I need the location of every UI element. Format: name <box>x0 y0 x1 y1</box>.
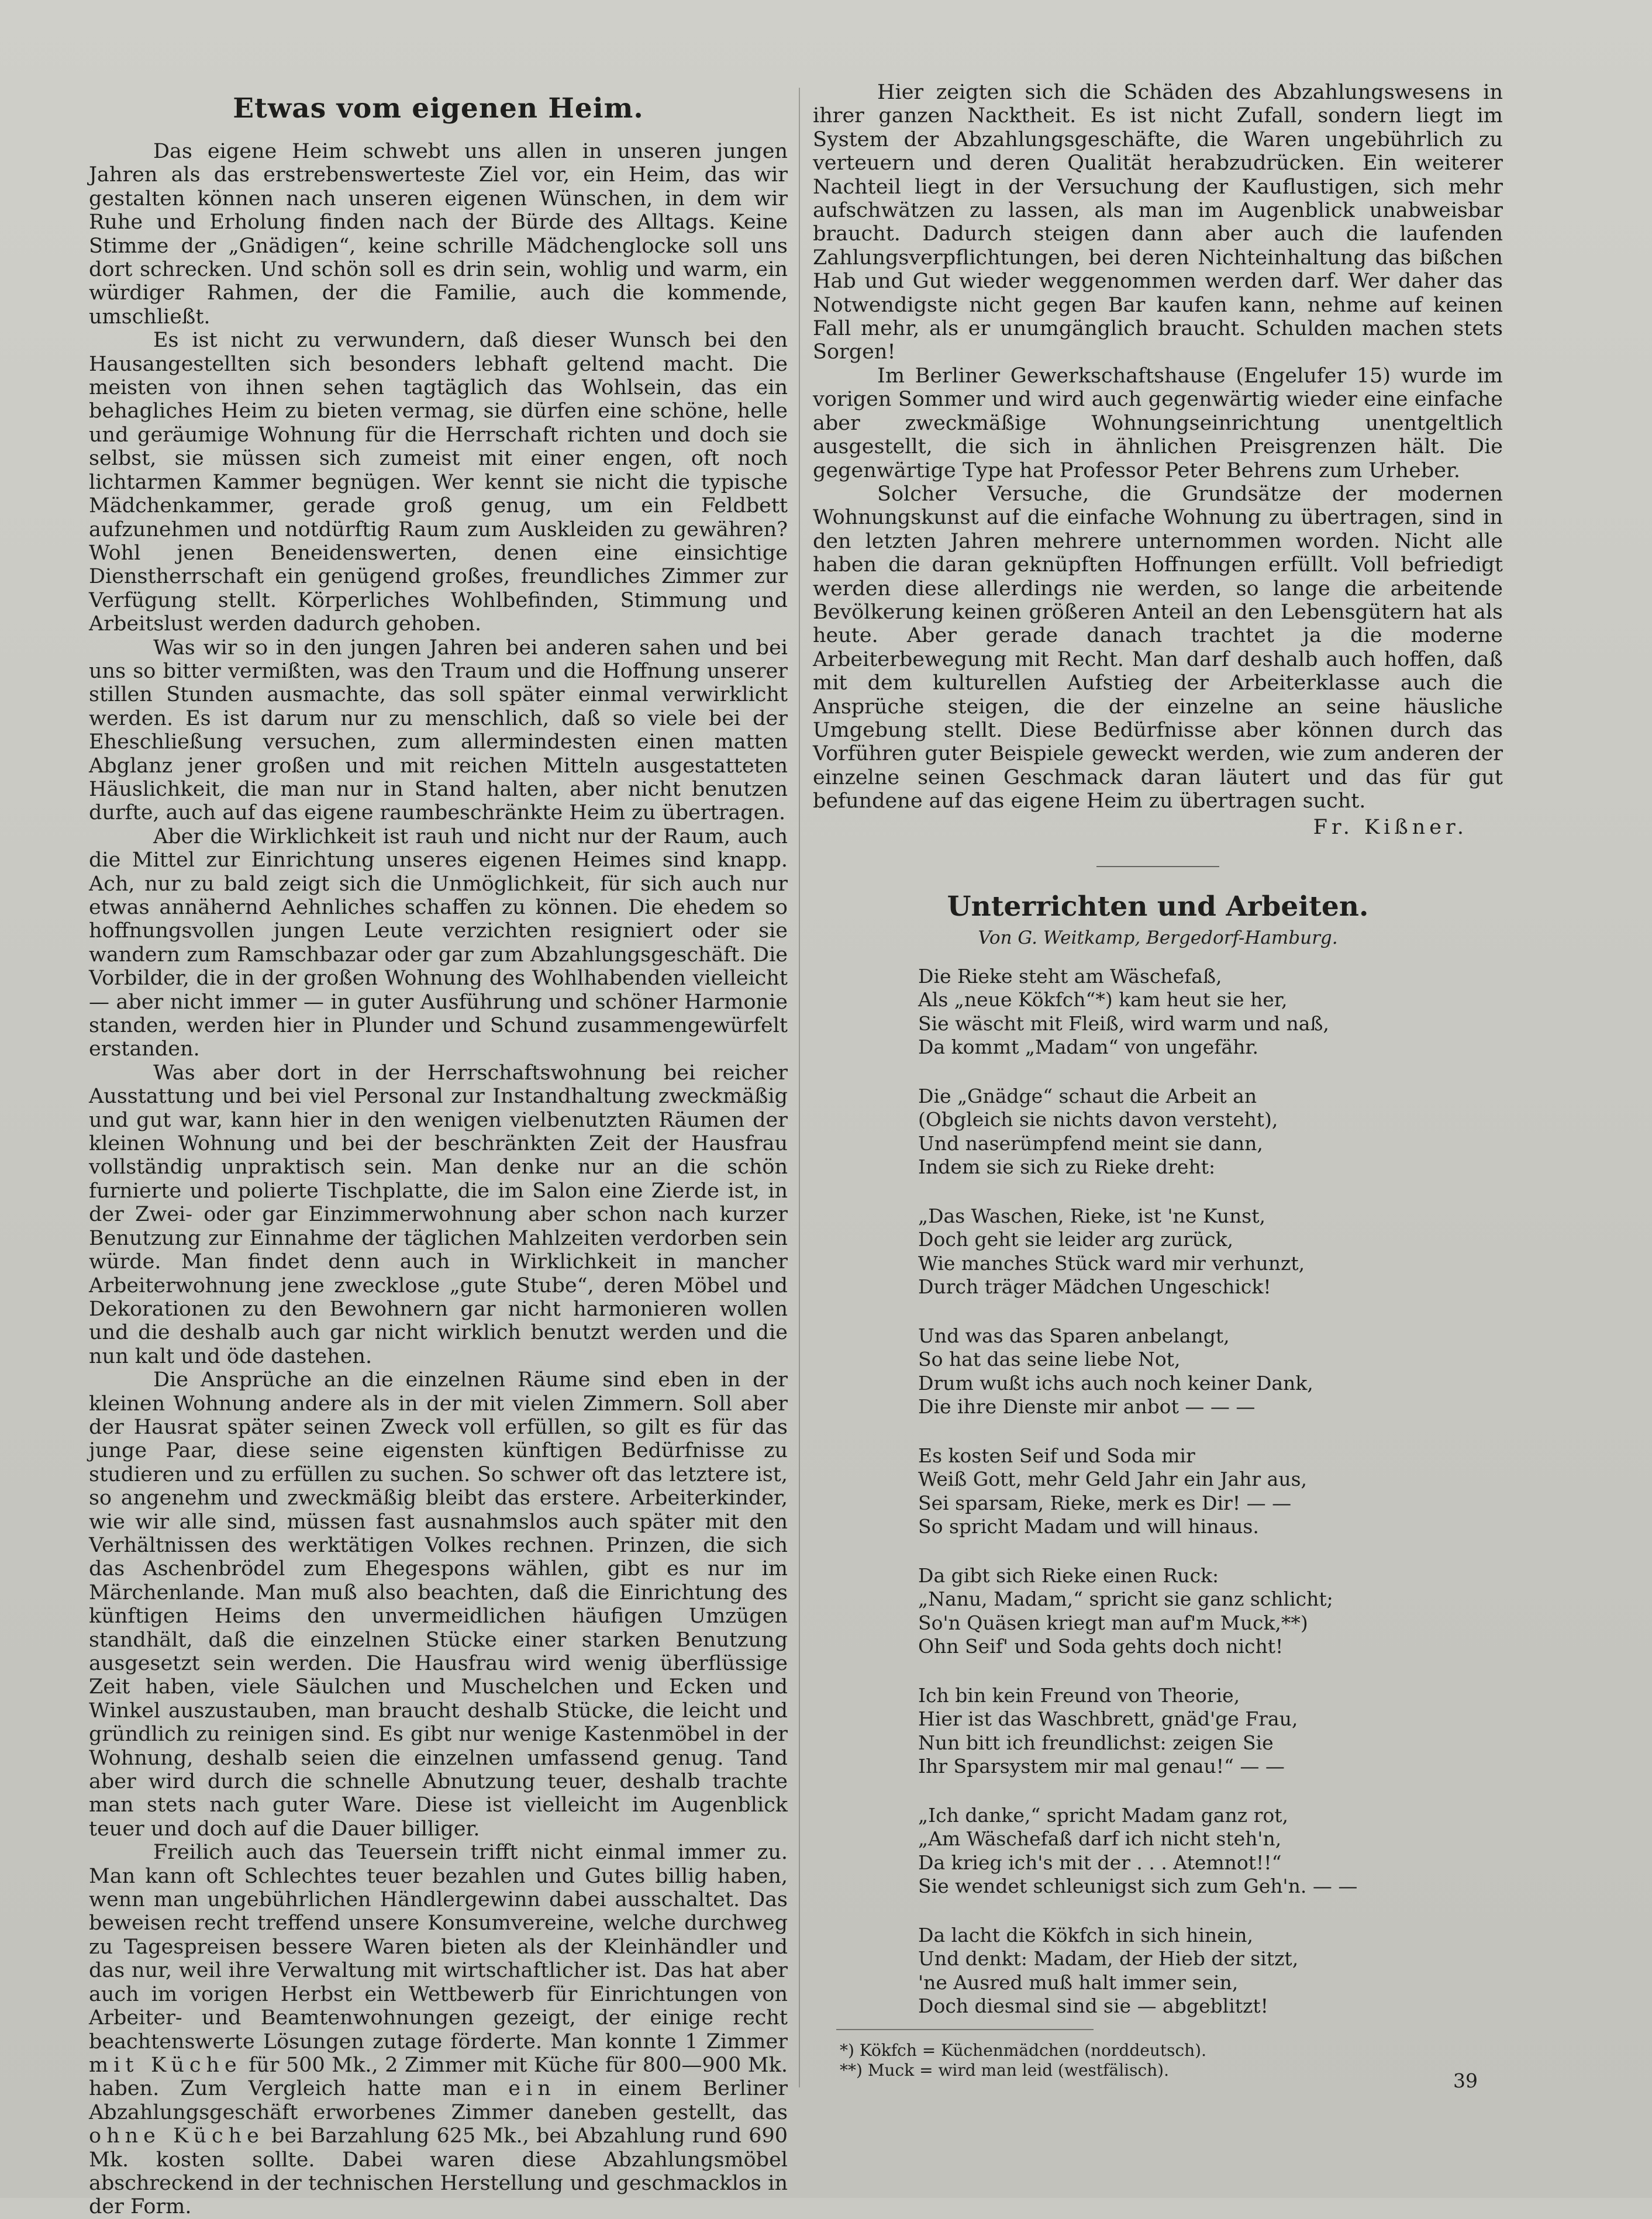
article-paragraph: Im Berliner Gewerkschaftshause (Engelufer 15) wurde im vorigen Sommer und wird auch gegenwärtig wieder eine einfache aber zweckmäßige Wohnungseinrichtung unentgeltlich ausgestellt, die sich in ähnlichen Preisgrenzen hält. Die gegenwärtige Type hat Professor Peter Behrens zum Urheber. <box>813 364 1503 482</box>
poem-line: Wie manches Stück ward mir verhunzt, <box>918 1251 1305 1275</box>
article-paragraph: Was wir so in den jungen Jahren bei anderen sahen und bei uns so bitter vermißten, was den Traum und die Hoffnung unserer stillen Stunden ausmachte, das soll später einmal verwirklicht werden. Es ist darum nur zu menschlich, daß so viele bei der Eheschließung versuchen, zum allermindesten einen matten Abglanz jener großen und mit reichen Mitteln ausgestatteten Häuslichkeit, die man nur in Stand halten, aber nicht benutzen durfte, auch auf das eigene raumbeschränkte Heim zu übertragen. <box>89 636 788 825</box>
poem-line: Es kosten Seif und Soda mir <box>918 1444 1195 1467</box>
poem-line: Ich bin kein Freund von Theorie, <box>918 1683 1240 1707</box>
poem-line: Als „neue Kökfch“*) kam heut sie her, <box>918 988 1288 1012</box>
poem-line: Und naserümpfend meint sie dann, <box>918 1131 1263 1155</box>
spaced-emphasis: mit Küche <box>89 2053 242 2077</box>
section-separator <box>1096 866 1219 867</box>
poem-stanza <box>918 1205 1503 1299</box>
poem-line: Und denkt: Madam, der Hieb der sitzt, <box>918 1947 1299 1970</box>
poem-line: Durch träger Mädchen Ungeschick! <box>918 1275 1271 1299</box>
article-paragraph: Die Ansprüche an die einzelnen Räume sind eben in der kleinen Wohnung andere als in der mit vielen Zimmern. Soll aber der Hausrat später seinen Zweck voll erfüllen, so gilt es für das junge Paar, diese seine eigensten künftigen Bedürfnisse zu studieren und zu erfüllen zu suchen. So schwer oft das letztere ist, so angenehm und zweckmäßig bleibt das erstere. Arbeiterkinder, wie wir alle sind, müssen fast ausnahmslos auch später mit den Verhältnissen des werktätigen Volkes rechnen. Prinzen, die sich das Aschenbrödel zum Ehegespons wählen, gibt es nur im Märchenlande. Man muß also beachten, daß die Einrichtung des künftigen Heims den unvermeidlichen häufigen Umzügen standhält, daß die einzelnen Stücke einer starken Benutzung ausgesetzt sein werden. Die Hausfrau wird wenig überflüssige Zeit haben, viele Säulchen und Muschelchen und Ecken und Winkel auszustauben, man braucht deshalb Stücke, die leicht und gründlich zu reinigen sind. Es gibt nur wenige Kastenmöbel in der Wohnung, deshalb seien die einzelnen umfassend genug. Tand aber wird durch die schnelle Abnutzung teuer, deshalb trachte man stets nach guter Ware. Diese ist vielleicht im Augenblick teuer und doch auf die Dauer billiger. <box>89 1368 788 1841</box>
poem-line: Drum wußt ichs auch noch keiner Dank, <box>918 1371 1313 1395</box>
poem-line: Doch geht sie leider arg zurück, <box>918 1228 1233 1251</box>
poem-stanza <box>918 1444 1503 1539</box>
poem-line: Hier ist das Waschbrett, gnäd'ge Frau, <box>918 1707 1298 1731</box>
article-paragraph: Aber die Wirklichkeit ist rauh und nicht nur der Raum, auch die Mittel zur Einrichtung unseres eigenen Heimes sind knapp. Ach, nur zu bald zeigt sich die Unmöglichkeit, für sich auch nur etwas annähernd Aehnliches schaffen zu können. Die ehedem so hoffnungsvollen jungen Leute verzichten resigniert oder sie wandern zum Ramschbazar oder gar zum Abzahlungsgeschäft. Die Vorbilder, die in der großen Wohnung des Wohlhabenden vielleicht — aber nicht immer — in guter Ausführung und schöner Harmonie standen, werden hier in Plunder und Schund zusammengewürfelt erstanden. <box>89 824 788 1061</box>
poem-line: (Obgleich sie nichts davon versteht), <box>918 1108 1278 1131</box>
poem-line: Und was das Sparen anbelangt, <box>918 1324 1230 1347</box>
poem-line: Ohn Seif' und Soda gehts doch nicht! <box>918 1635 1284 1658</box>
poem-stanza <box>918 1684 1503 1779</box>
column-rule <box>799 88 800 2087</box>
poem-line: Indem sie sich zu Rieke dreht: <box>918 1155 1216 1179</box>
footnote: **) Muck = wird man leid (westfälisch). <box>840 2060 1170 2080</box>
poem-body <box>918 965 1503 2018</box>
article-paragraph-continued <box>89 1841 788 2219</box>
poem-line: So'n Quäsen kriegt man auf'm Muck,**) <box>918 1611 1308 1634</box>
poem-line: So spricht Madam und will hinaus. <box>918 1515 1259 1538</box>
poem-line: Weiß Gott, mehr Geld Jahr ein Jahr aus, <box>918 1468 1307 1491</box>
poem-line: Die „Gnädge“ schaut die Arbeit an <box>918 1084 1257 1107</box>
poem-stanza <box>918 1924 1503 2018</box>
poem-line: Ihr Sparsystem mir mal genau!“ — — <box>918 1755 1285 1778</box>
article-paragraph: Das eigene Heim schwebt uns allen in unseren jungen Jahren als das erstrebenswerteste Ziel vor, ein Heim, das wir gestalten können nach unseren eigenen Wünschen, in dem wir Ruhe und Erholung finden nach der Bürde des Alltags. Keine Stimme der „Gnädigen“, keine schrille Mädchenglocke soll uns dort schrecken. Und schön soll es drin sein, wohlig und warm, ein würdiger Rahmen, der die Familie, auch die kommende, umschließt. <box>89 140 788 329</box>
poem-line: Sei sparsam, Rieke, merk es Dir! — — <box>918 1491 1292 1514</box>
article-paragraph: Es ist nicht zu verwundern, daß dieser Wunsch bei den Hausangestellten sich besonders lebhaft geltend macht. Die meisten von ihnen sehen tagtäglich das Wohlsein, das ein behagliches Heim zu bieten vermag, sie dürfen eine schöne, helle und geräumige Wohnung für die Herrschaft richten und doch sie selbst, sie müssen sich zumeist mit einer engen, oft noch lichtarmen Kammer begnügen. Wer kennt sie nicht die typische Mädchenkammer, gerade groß genug, um ein Feldbett aufzunehmen und notdürftig Raum zum Auskleiden zu gewähren? Wohl jenen Beneidenswerten, denen eine einsichtige Dienstherrschaft ein genügend großes, freundliches Zimmer zur Verfügung stellt. Körperliches Wohlbefinden, Stimmung und Arbeitslust werden dadurch gehoben. <box>89 329 788 636</box>
paragraph-text: Freilich auch das Teuersein trifft nicht einmal immer zu. Man kann oft Schlechtes teuer bezahlen und Gutes billig haben, wenn man ungebührlichen Händlergewinn dabei ausschaltet. Das beweisen recht treffend unsere Konsumvereine, welche durchweg zu Tagespreisen bessere Waren bieten als der Kleinhändler und das nur, weil ihre Verwaltung mit wirtschaftlicher ist. Das hat aber auch im vorigen Herbst ein Wettbewerb für Einrichtungen von Arbeiter- und Beamtenwohnungen gezeigt, der einige recht beachtenswerte Lösungen zutage förderte. Man konnte 1 Zimmer <box>89 1841 788 2054</box>
poem-line: Sie wäscht mit Fleiß, wird warm und naß, <box>918 1012 1329 1035</box>
article-title: Etwas vom eigenen Heim. <box>233 92 644 125</box>
poem-stanza <box>918 1085 1503 1179</box>
poem-stanza <box>918 1804 1503 1899</box>
article-paragraph: Solcher Versuche, die Grundsätze der modernen Wohnungskunst auf die einfache Wohnung zu übertragen, sind in den letzten Jahren mehrere unternommen worden. Nicht alle haben die daran geknüpften Hoffnungen erfüllt. Voll befriedigt werden diese allerdings nie werden, so lange die arbeitende Bevölkerung keinen größeren Anteil an den Lebensgütern hat als heute. Aber gerade danach trachtet ja die moderne Arbeiterbewegung mit Recht. Man darf deshalb auch hoffen, daß mit dem kulturellen Aufstieg der Arbeiterklasse auch die Ansprüche steigen, die der einzelne an seine häusliche Umgebung stellt. Diese Bedürfnisse aber können durch das Vorführen guter Beispiele geweckt werden, wie zum anderen der einzelne seinen Geschmack daran läutert und das für gut befundene auf das eigene Heim zu übertragen sucht. <box>813 482 1503 813</box>
footnote: *) Kökfch = Küchenmädchen (norddeutsch). <box>840 2040 1207 2060</box>
poem-byline: Von G. Weitkamp, Bergedorf-Hamburg. <box>978 927 1338 948</box>
left-column <box>89 81 788 2219</box>
poem-line: Die ihre Dienste mir anbot — — — <box>918 1395 1256 1419</box>
author-signature: Fr. Kißner. <box>1313 815 1468 839</box>
poem-line: „Nanu, Madam,“ spricht sie ganz schlicht; <box>918 1588 1333 1611</box>
page-number: 39 <box>1453 2069 1478 2092</box>
spaced-emphasis: ohne Küche <box>89 2124 264 2148</box>
poem-title: Unterrichten und Arbeiten. <box>947 890 1369 923</box>
poem-line: „Das Waschen, Rieke, ist 'ne Kunst, <box>918 1204 1265 1227</box>
right-column <box>813 81 1503 2080</box>
poem-line: Da lacht die Kökfch in sich hinein, <box>918 1923 1254 1947</box>
poem-line: Da kommt „Madam“ von ungefähr. <box>918 1036 1259 1059</box>
poem-line: Nun bitt ich freundlichst: zeigen Sie <box>918 1731 1274 1754</box>
poem-stanza <box>918 965 1503 1060</box>
poem-line: Sie wendet schleunigst sich zum Geh'n. — — <box>918 1875 1358 1898</box>
spaced-emphasis: ein <box>508 2077 556 2101</box>
paragraph-text: bei Barzahlung 625 Mk., bei Abzahlung rund 690 Mk. kosten sollte. Dabei waren diese Abzahlungsmöbel abschreckend in der technischen Herstellung und geschmacklos in der Form. <box>89 2124 788 2219</box>
poem-line: „Am Wäschefaß darf ich nicht steh'n, <box>918 1827 1282 1851</box>
article-paragraph: Was aber dort in der Herrschaftswohnung bei reicher Ausstattung und bei viel Personal zur Instandhaltung zweckmäßig und gut war, kann hier in den wenigen vielbenutzten Räumen der kleinen Wohnung und bei der beschränkten Zeit der Hausfrau vollständig unpraktisch sein. Man denke nur an die schön furnierte und polierte Tischplatte, die im Salon eine Zierde ist, in der Zwei- oder gar Einzimmerwohnung aber schon nach kurzer Benutzung zur Einnahme der täglichen Mahlzeiten verdorben sein würde. Man findet denn auch in Wirklichkeit in mancher Arbeiterwohnung jene zwecklose „gute Stube“, deren Möbel und Dekorationen zu den Bewohnern gar nicht harmonieren wollen und die deshalb auch gar nicht wirklich benutzt werden und die nun kalt und öde dastehen. <box>89 1061 788 1368</box>
poem-stanza <box>918 1564 1503 1659</box>
poem-line: Da gibt sich Rieke einen Ruck: <box>918 1564 1219 1587</box>
poem-stanza <box>918 1324 1503 1419</box>
poem-line: Doch diesmal sind sie — abgeblitzt! <box>918 1994 1268 2018</box>
paragraph-text: für 500 Mk., 2 Zimmer mit Küche für 800—900 Mk. haben. Zum Vergleich hatte man <box>89 2053 788 2101</box>
poem-line: Die Rieke steht am Wäschefaß, <box>918 964 1222 988</box>
article-paragraph: Hier zeigten sich die Schäden des Abzahlungswesens in ihrer ganzen Nacktheit. Es ist nicht Zufall, sondern liegt im System der Abzahlungsgeschäfte, die Waren ungebührlich zu verteuern und deren Qualität herabzudrücken. Ein weiterer Nachteil liegt in der Versuchung der Kauflustigen, sich mehr aufschwätzen zu lassen, als man im Augenblick unabweisbar braucht. Dadurch steigen dann aber auch die laufenden Zahlungsverpflichtungen, bei deren Nichteinhaltung das bißchen Hab und Gut wieder weggenommen werden darf. Wer daher das Notwendigste nicht gegen Bar kaufen kann, nehme auf keinen Fall mehr, als er unumgänglich braucht. Schulden machen stets Sorgen! <box>813 81 1503 364</box>
paragraph-text: in einem Berliner Abzahlungsgeschäft erworbenes Zimmer daneben gestellt, das <box>89 2077 788 2124</box>
poem-line: Da krieg ich's mit der . . . Atemnot!!“ <box>918 1851 1282 1874</box>
poem-line: „Ich danke,“ spricht Madam ganz rot, <box>918 1803 1289 1827</box>
poem-line: 'ne Ausred muß halt immer sein, <box>918 1970 1239 1994</box>
footnote-rule <box>836 2029 1094 2030</box>
poem-line: So hat das seine liebe Not, <box>918 1348 1181 1371</box>
